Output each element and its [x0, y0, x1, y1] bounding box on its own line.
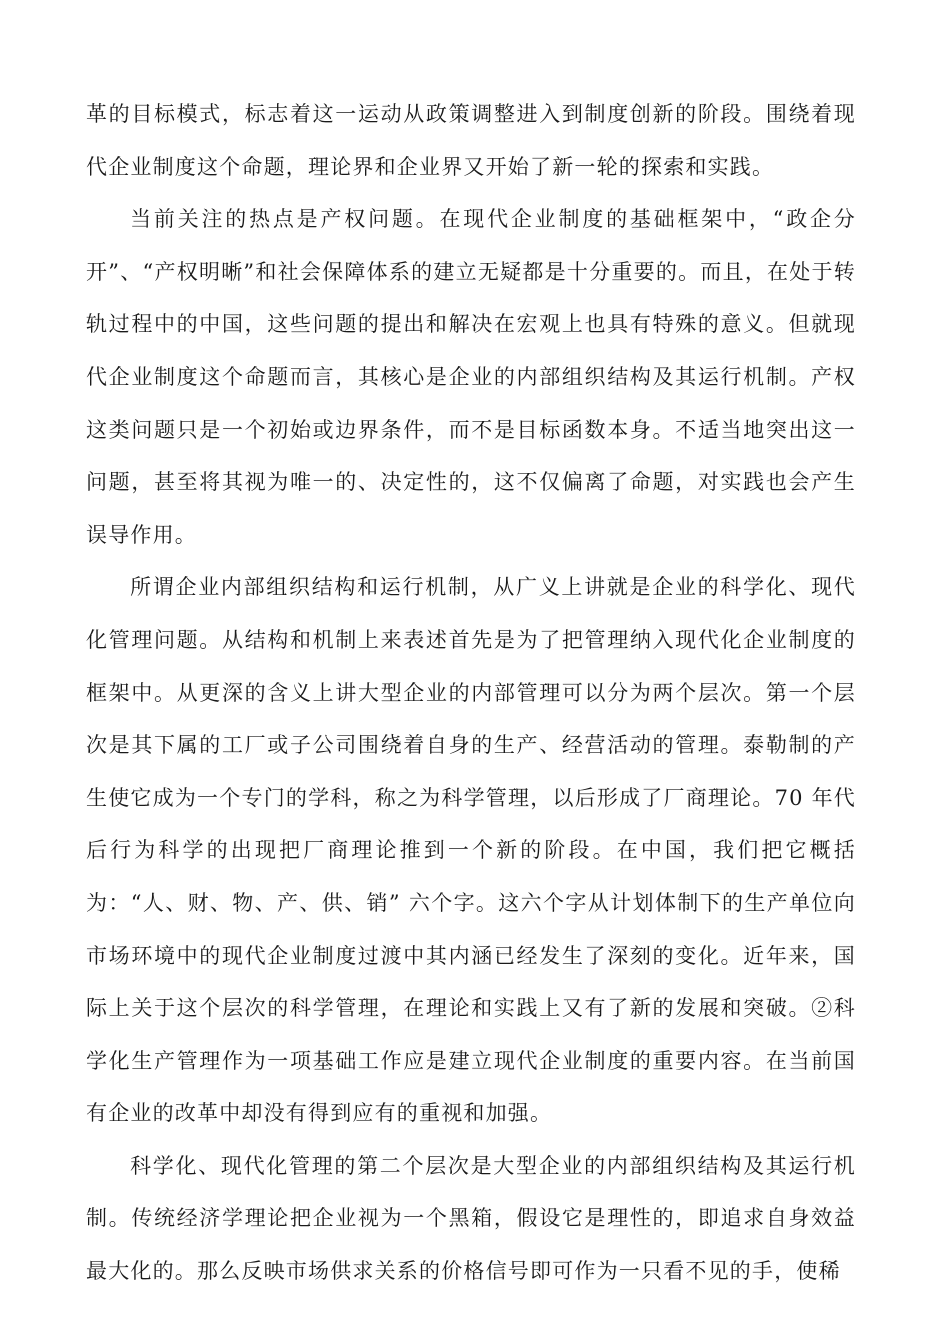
paragraph-continuation: 革的目标模式，标志着这一运动从政策调整进入到制度创新的阶段。围绕着现代企业制度这个命题，理论界和企业界又开始了新一轮的探索和实践。: [86, 102, 856, 179]
paragraph-second-level: 科学化、现代化管理的第二个层次是大型企业的内部组织结构及其运行机制。传统经济学理论把企业视为一个黑箱，假设它是理性的，即追求自身效益最大化的。那么反映市场供求关系的价格信号即可作为一只看不见的手，使稀: [86, 1153, 856, 1284]
body-text: [86, 88, 856, 1298]
paragraph-property-rights: 当前关注的热点是产权问题。在现代企业制度的基础框架中，“政企分开”、“产权明晰”和社会保障体系的建立无疑都是十分重要的。而且，在处于转轨过程中的中国，这些问题的提出和解决在宏观上也具有特殊的意义。但就现代企业制度这个命题而言，其核心是企业的内部组织结构及其运行机制。产权这类问题只是一个初始或边界条件，而不是目标函数本身。不适当地突出这一问题，甚至将其视为唯一的、决定性的，这不仅偏离了命题，对实践也会产生误导作用。: [86, 207, 856, 547]
paragraph-internal-management: 所谓企业内部组织结构和运行机制，从广义上讲就是企业的科学化、现代化管理问题。从结构和机制上来表述首先是为了把管理纳入现代化企业制度的框架中。从更深的含义上讲大型企业的内部管理可以分为两个层次。第一个层次是其下属的工厂或子公司围绕着自身的生产、经营活动的管理。泰勒制的产生使它成为一个专门的学科，称之为科学管理，以后形成了厂商理论。70 年代后行为科学的出现把厂商理论推到一个新的阶段。在中国，我们把它概括为：“人、财、物、产、供、销” 六个字。这六个字从计划体制下的生产单位向市场环境中的现代企业制度过渡中其内涵已经发生了深刻的变化。近年来，国际上关于这个层次的科学管理，在理论和实践上又有了新的发展和突破。②科学化生产管理作为一项基础工作应是建立现代企业制度的重要内容。在当前国有企业的改革中却没有得到应有的重视和加强。: [86, 575, 856, 1126]
